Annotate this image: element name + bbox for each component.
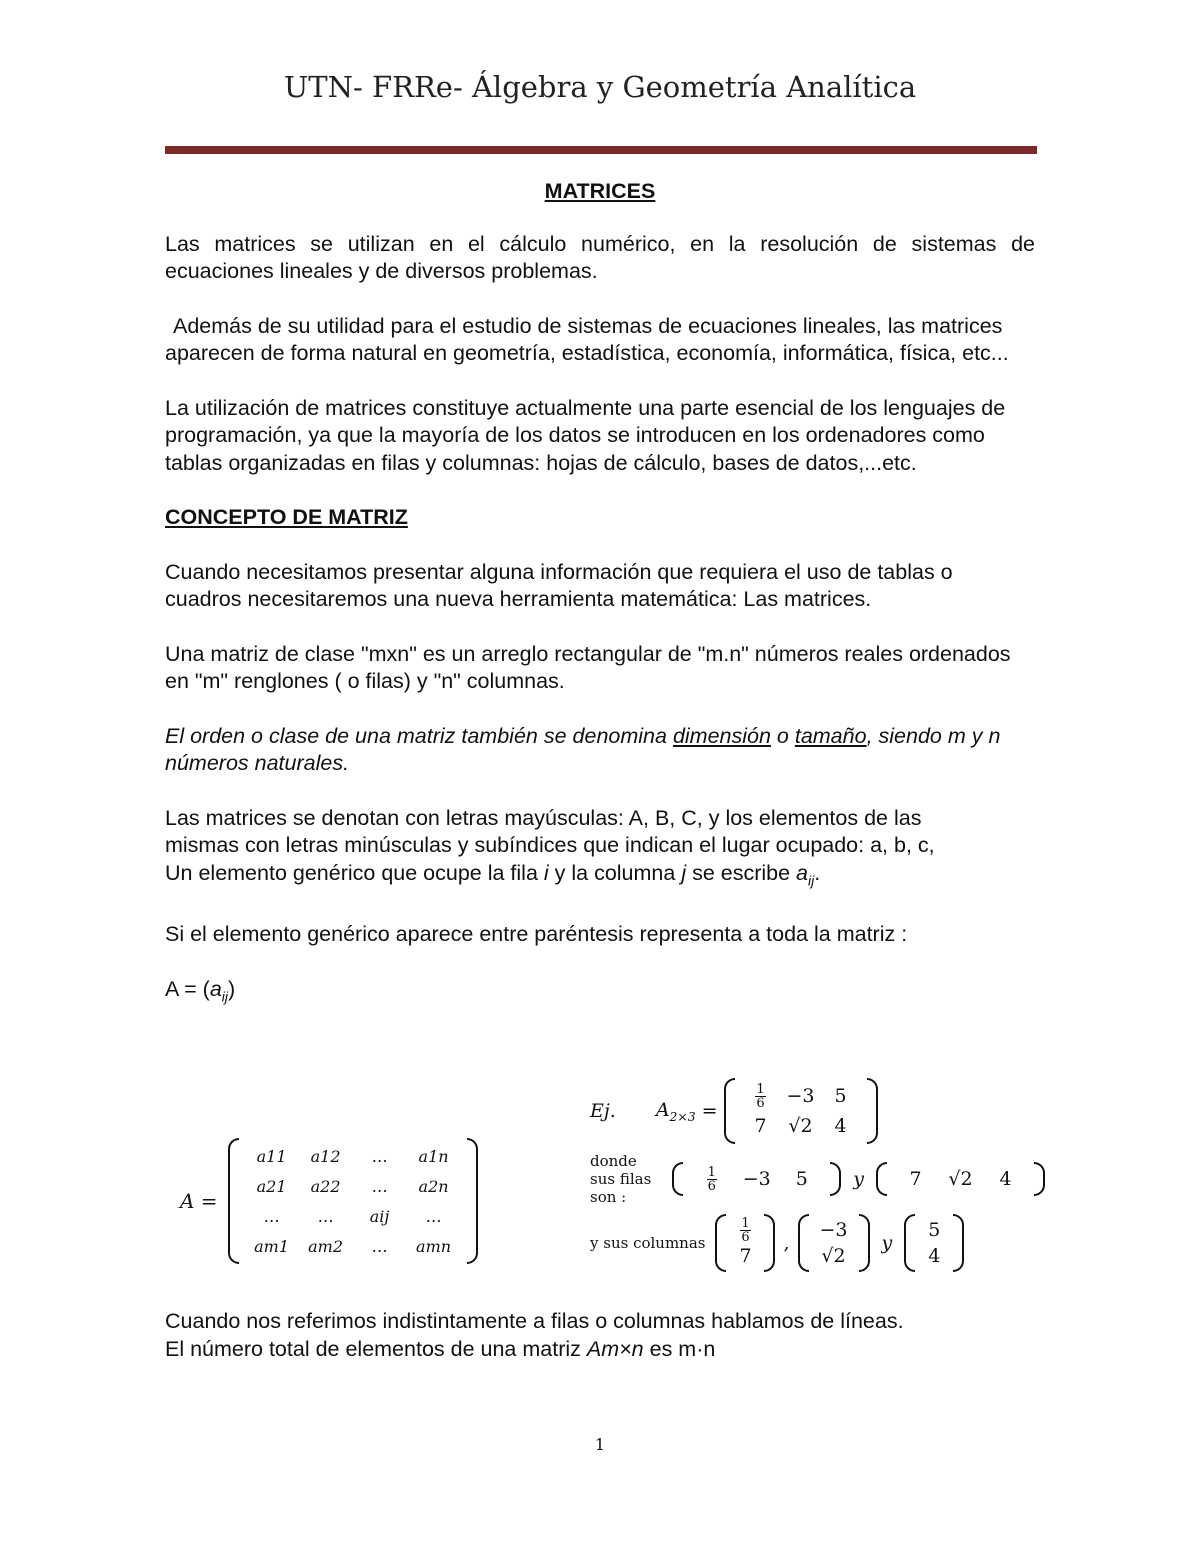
paragraph-notation bbox=[165, 805, 1035, 895]
example-matrix-row bbox=[590, 1078, 1045, 1144]
example-rows-line: donde sus filas son : $\frac{1}{6}$ −3 5 y 7 √2 4 bbox=[590, 1152, 1045, 1206]
example-columns-line: y sus columnas $\frac{1}{6}$ 7 , −3 √2 y 5 4 bbox=[590, 1214, 1045, 1272]
lines-definition: Cuando nos referimos indistintamente a filas o columnas hablamos de líneas. bbox=[165, 1309, 904, 1333]
matrix-cell: a21 bbox=[256, 1176, 287, 1196]
rows-label: donde sus filas son : bbox=[590, 1152, 652, 1206]
paragraph-dimension bbox=[165, 723, 1035, 778]
matrix-cell: … bbox=[371, 1176, 388, 1196]
matrix-cell: √2 bbox=[788, 1115, 813, 1137]
element-aij: $a_{ij}$ bbox=[796, 860, 815, 888]
closing-text bbox=[165, 1308, 1035, 1363]
matrix-cell: 5 bbox=[834, 1085, 847, 1107]
math-figures bbox=[165, 1078, 1045, 1288]
matrix-cell: … bbox=[371, 1236, 388, 1256]
dimension-text-b: o bbox=[770, 723, 795, 748]
matrix-cell: … bbox=[263, 1206, 280, 1226]
row-vector-2: 7 √2 4 bbox=[909, 1168, 1012, 1190]
fraction-one-sixth: $\frac{1}{6}$ bbox=[756, 1081, 765, 1111]
paragraph-generic-element: Si el elemento genérico aparece entre paréntesis representa a toda la matriz : bbox=[165, 922, 908, 947]
columns-label: y sus columnas bbox=[590, 1234, 706, 1252]
matrix-cell: amn bbox=[416, 1236, 452, 1256]
header-rule bbox=[165, 146, 1037, 154]
notation-line-3d: . bbox=[814, 860, 821, 885]
paragraph-intro: Las matrices se utilizan en el cálculo numérico, en la resolución de sistemas de ecuaciones lineales y de diversos problemas. bbox=[165, 231, 1035, 283]
matrix-cell: a11 bbox=[256, 1146, 287, 1166]
paragraph-programming: La utilización de matrices constituye actualmente una parte esencial de los lenguajes de programación, ya que la mayoría de los datos se introducen en los ordenadores como tablas organizadas en filas y columnas: hojas de cálculo, bases de datos,...etc. bbox=[165, 395, 1006, 475]
generic-matrix bbox=[180, 1138, 478, 1264]
generic-matrix-lhs: A = bbox=[180, 1189, 218, 1213]
page-header: UTN- FRRe- Álgebra y Geometría Analítica bbox=[283, 70, 917, 104]
main-content bbox=[165, 178, 1035, 1038]
matrix-cell: 7 bbox=[754, 1115, 767, 1137]
size-term: tamaño bbox=[794, 723, 867, 748]
notation-line-2: mismas con letras minúsculas y subíndices que indican el lugar ocupado: a, b, c, bbox=[165, 833, 935, 857]
generic-matrix-grid bbox=[239, 1138, 467, 1264]
example-label: Ej. bbox=[590, 1100, 616, 1122]
notation-line-3a: Un elemento genérico que ocupe la fila bbox=[165, 860, 544, 885]
matrix-cell: am1 bbox=[254, 1236, 289, 1256]
document-title: MATRICES bbox=[544, 179, 656, 203]
column-vector-1: $\frac{1}{6}$ 7 bbox=[739, 1215, 752, 1267]
matrix-cell: a22 bbox=[310, 1176, 341, 1196]
column-vector-3: 5 4 bbox=[928, 1219, 941, 1267]
row-vector-1: $\frac{1}{6}$ −3 5 bbox=[707, 1164, 808, 1194]
matrix-cell: a1n bbox=[418, 1146, 449, 1166]
dimension-text-c: , siendo m y n números naturales. bbox=[165, 723, 1001, 775]
section-heading: CONCEPTO DE MATRIZ bbox=[165, 505, 408, 529]
notation-line-3c: se escribe bbox=[686, 860, 797, 885]
paragraph-usefulness: Además de su utilidad para el estudio de sistemas de ecuaciones lineales, las matrices aparecen de forma natural en geometría, estadística, economía, informática, física, etc... bbox=[165, 313, 1009, 365]
matrix-cell: a2n bbox=[418, 1176, 449, 1196]
matrix-cell: … bbox=[317, 1206, 334, 1226]
example-block bbox=[590, 1078, 1045, 1280]
index-i: i bbox=[543, 860, 549, 885]
total-elements: El número total de elementos de una matriz Am×n es m·n bbox=[165, 1336, 716, 1361]
index-j: j bbox=[681, 860, 687, 885]
matrix-cell: … bbox=[425, 1206, 442, 1226]
paragraph-tables: Cuando necesitamos presentar alguna información que requiera el uso de tablas o cuadros necesitaremos una nueva herramienta matemática: Las matrices. bbox=[165, 559, 953, 611]
matrix-cell: 4 bbox=[834, 1115, 847, 1137]
example-matrix-name: $A_{2\times 3}$ bbox=[655, 1098, 696, 1124]
formula-a-equals-aij: $A = (a_{ij})$ bbox=[165, 976, 236, 1005]
matrix-cell: am2 bbox=[308, 1236, 343, 1256]
notation-line-3b: y la columna bbox=[548, 860, 682, 885]
fraction-one-sixth: $\frac{1}{6}$ bbox=[707, 1164, 716, 1194]
matrix-cell: −3 bbox=[786, 1085, 815, 1107]
example-matrix-grid bbox=[735, 1078, 867, 1144]
page-number: 1 bbox=[594, 1435, 606, 1454]
matrix-cell: aij bbox=[369, 1206, 390, 1226]
notation-line-1: Las matrices se denotan con letras mayúsculas: A, B, C, y los elementos de las bbox=[165, 805, 922, 830]
dimension-term: dimensión bbox=[672, 723, 771, 748]
dimension-text-a: El orden o clase de una matriz también se denomina bbox=[165, 723, 673, 748]
matrix-cell: a12 bbox=[310, 1146, 341, 1166]
example-equals: = bbox=[701, 1100, 718, 1122]
matrix-cell: … bbox=[371, 1146, 388, 1166]
column-vector-2: −3 √2 bbox=[819, 1219, 848, 1267]
paragraph-definition: Una matriz de clase "mxn" es un arreglo rectangular de "m.n" números reales ordenados en "m" renglones ( o filas) y "n" columnas. bbox=[165, 641, 1011, 693]
